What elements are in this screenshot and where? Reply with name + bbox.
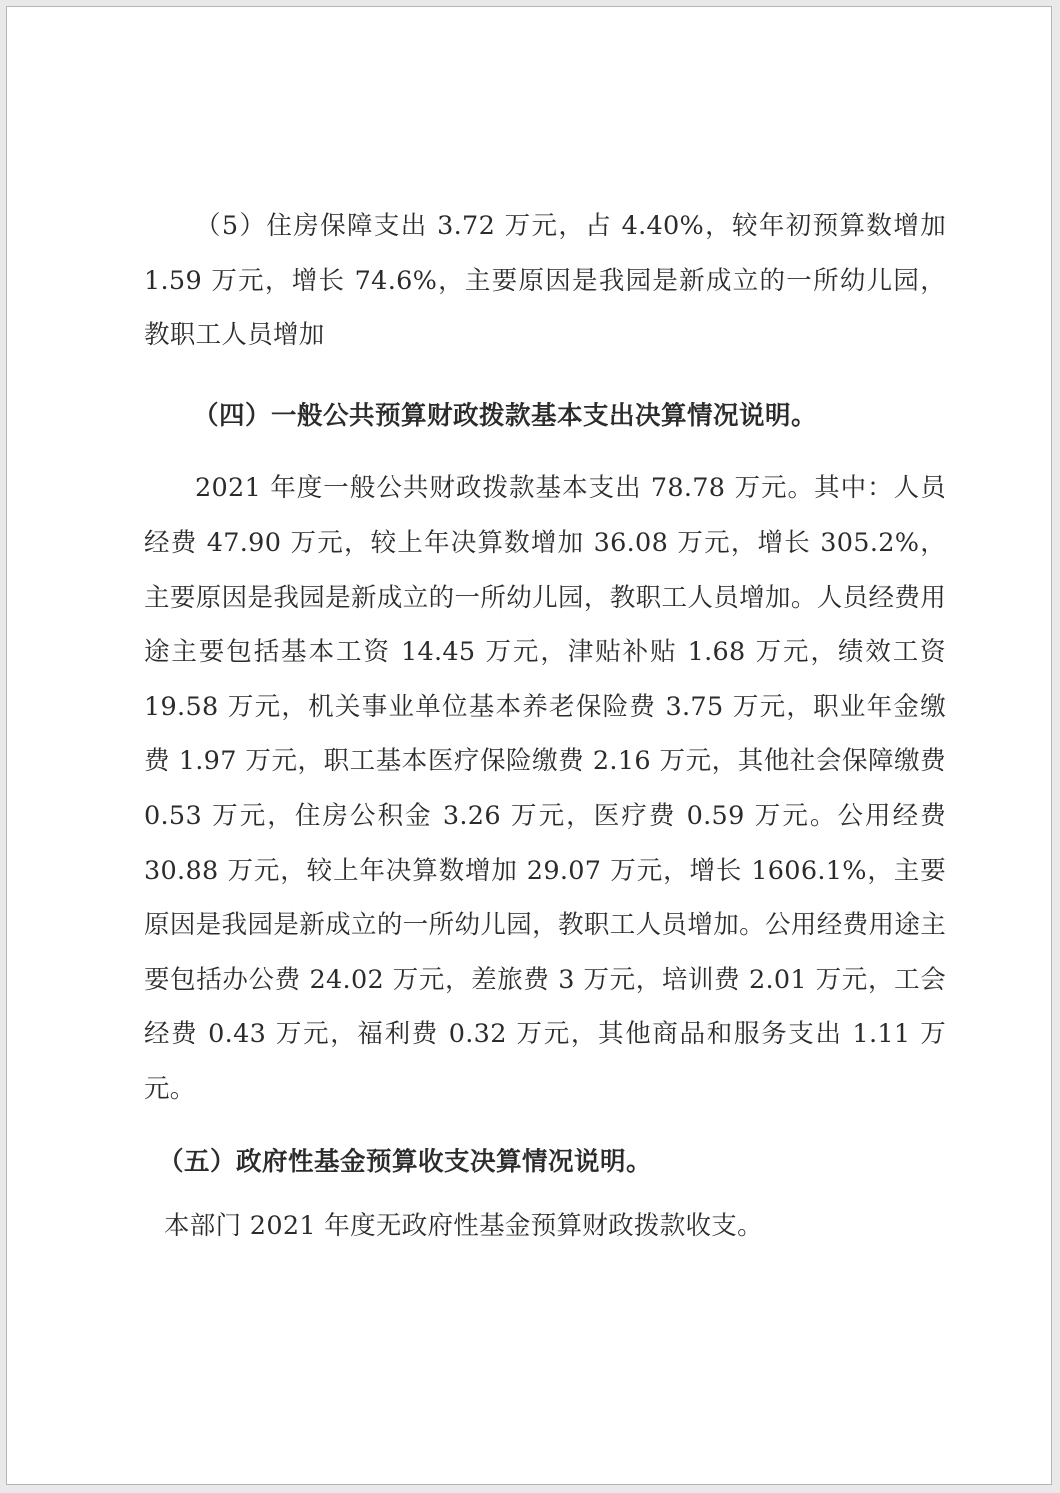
document-page: [6, 6, 1052, 1485]
section-heading-government-fund: （五）政府性基金预算收支决算情况说明。: [158, 1146, 653, 1177]
paragraph-housing-expenditure: （5）住房保障支出 3.72 万元，占 4.40%，较年初预算数增加 1.59 万元，增长 74.6%，主要原因是我园是新成立的一所幼儿园，教职工人员增加: [144, 211, 946, 351]
section-heading-basic-expenditure: （四）一般公共预算财政拨款基本支出决算情况说明。: [193, 400, 818, 431]
document-body: [144, 199, 946, 1254]
paragraph-basic-expenditure: 2021 年度一般公共财政拨款基本支出 78.78 万元。其中：人员经费 47.90 万元，较上年决算数增加 36.08 万元，增长 305.2%，主要原因是我园是新成立的一所幼儿园，教职工人员增加。人员经费用途主要包括基本工资 14.45 万元，津贴补贴 1.68 万元，绩效工资 19.58 万元，机关事业单位基本养老保险费 3.75 万元，职业年金缴费 1.97 万元，职工基本医疗保险缴费 2.16 万元，其他社会保障缴费 0.53 万元，住房公积金 3.26 万元，医疗费 0.59 万元。公用经费 30.88 万元，较上年决算数增加 29.07 万元，增长 1606.1%，主要原因是我园是新成立的一所幼儿园，教职工人员增加。公用经费用途主要包括办公费 24.02 万元，差旅费 3 万元，培训费 2.01 万元，工会经费 0.43 万元，福利费 0.32 万元，其他商品和服务支出 1.11 万元。: [144, 473, 946, 1104]
paragraph-government-fund: 本部门 2021 年度无政府性基金预算财政拨款收支。: [164, 1211, 763, 1242]
